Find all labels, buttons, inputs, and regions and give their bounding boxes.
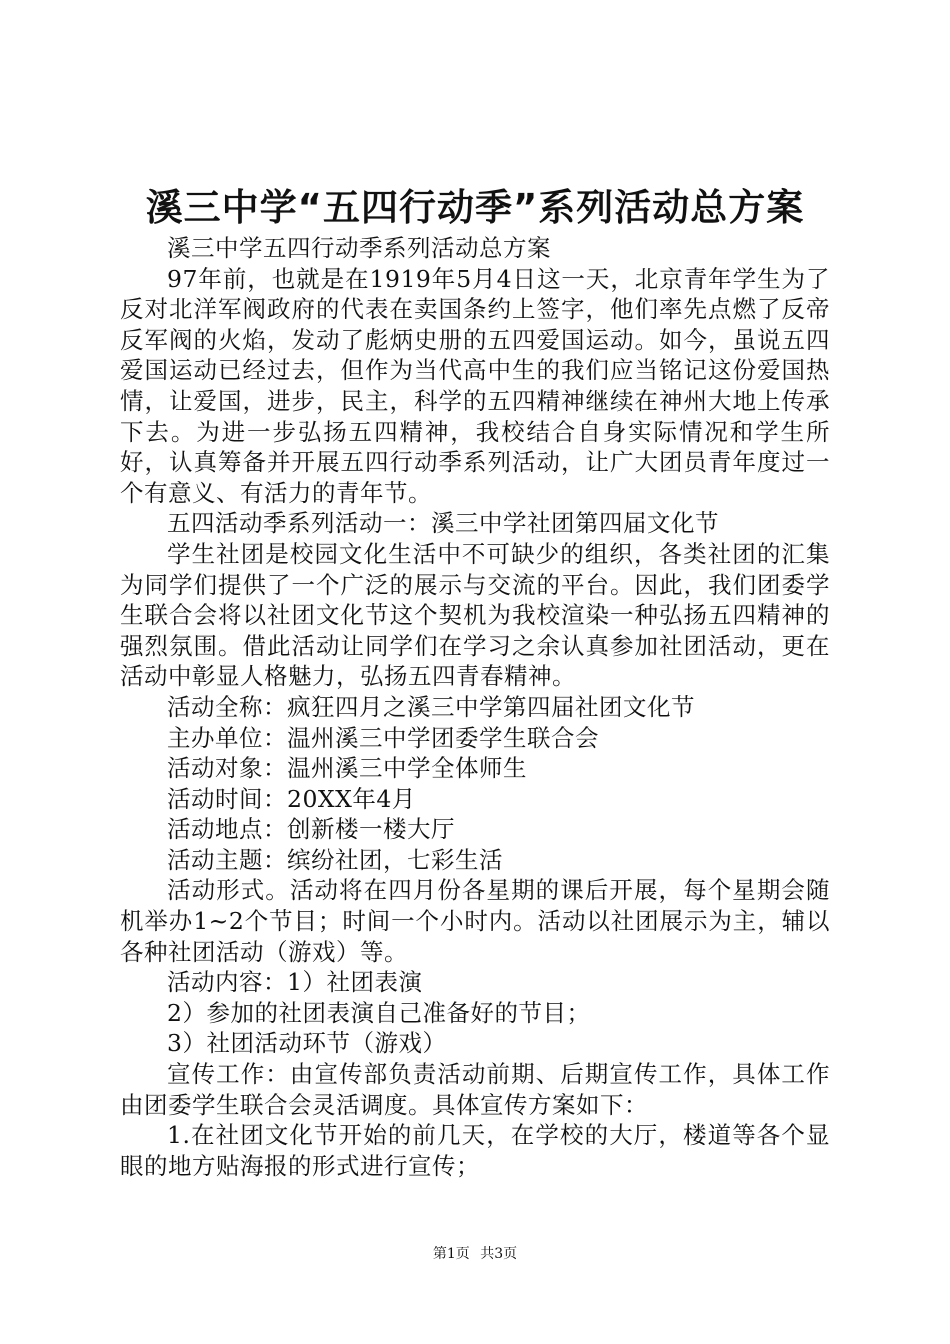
paragraph-publicity: 宣传工作：由宣传部负责活动前期、后期宣传工作，具体工作由团委学生联合会灵活调度。具体宣传方案如下： [120,1060,830,1119]
paragraph-time: 活动时间：20XX年4月 [167,784,416,813]
paragraph-organizer: 主办单位：温州溪三中学团委学生联合会 [167,723,599,752]
document-title: 溪三中学“五四行动季”系列活动总方案 [145,186,805,229]
paragraph-format: 活动形式。活动将在四月份各星期的课后开展，每个星期会随机举办1~2个节目；时间一个小时内。活动以社团展示为主，辅以各种社团活动（游戏）等。 [120,876,830,966]
paragraph-publicity-step-1: 1.在社团文化节开始的前几天，在学校的大厅，楼道等各个显眼的地方贴海报的形式进行宣传； [120,1121,830,1180]
paragraph-activity-one-heading: 五四活动季系列活动一：溪三中学社团第四届文化节 [167,509,719,538]
paragraph-content-3: 3）社团活动环节（游戏） [167,1029,447,1058]
paragraph-content-1: 活动内容：1）社团表演 [167,968,423,997]
paragraph-intro: 97年前，也就是在1919年5月4日这一天，北京青年学生为了反对北洋军阀政府的代表在卖国条约上签字，他们率先点燃了反帝反军阀的火焰，发动了彪炳史册的五四爱国运动。如今，虽说五四爱国运动已经过去，但作为当代高中生的我们应当铭记这份爱国热情，让爱国，进步，民主，科学的五四精神继续在神州大地上传承下去。为进一步弘扬五四精神，我校结合自身实际情况和学生所好，认真筹备并开展五四行动季系列活动，让广大团员青年度过一个有意义、有活力的青年节。 [120,264,830,507]
page-number: 第1页 [432,1246,470,1262]
paragraph-location: 活动地点：创新楼一楼大厅 [167,815,455,844]
paragraph-content-2: 2）参加的社团表演自己准备好的节目； [167,998,591,1027]
paragraph-subtitle: 溪三中学五四行动季系列活动总方案 [167,234,551,262]
paragraph-theme: 活动主题：缤纷社团，七彩生活 [167,845,503,874]
paragraph-full-name: 活动全称：疯狂四月之溪三中学第四届社团文化节 [167,692,695,721]
paragraph-audience: 活动对象：温州溪三中学全体师生 [167,754,527,783]
page-footer [0,1244,950,1264]
page-total: 共3页 [480,1246,518,1262]
paragraph-club-description: 学生社团是校园文化生活中不可缺少的组织，各类社团的汇集为同学们提供了一个广泛的展示与交流的平台。因此，我们团委学生联合会将以社团文化节这个契机为我校渲染一种弘扬五四精神的强烈氛围。借此活动让同学们在学习之余认真参加社团活动，更在活动中彰显人格魅力，弘扬五四青春精神。 [120,539,830,691]
document-body [120,233,830,1181]
